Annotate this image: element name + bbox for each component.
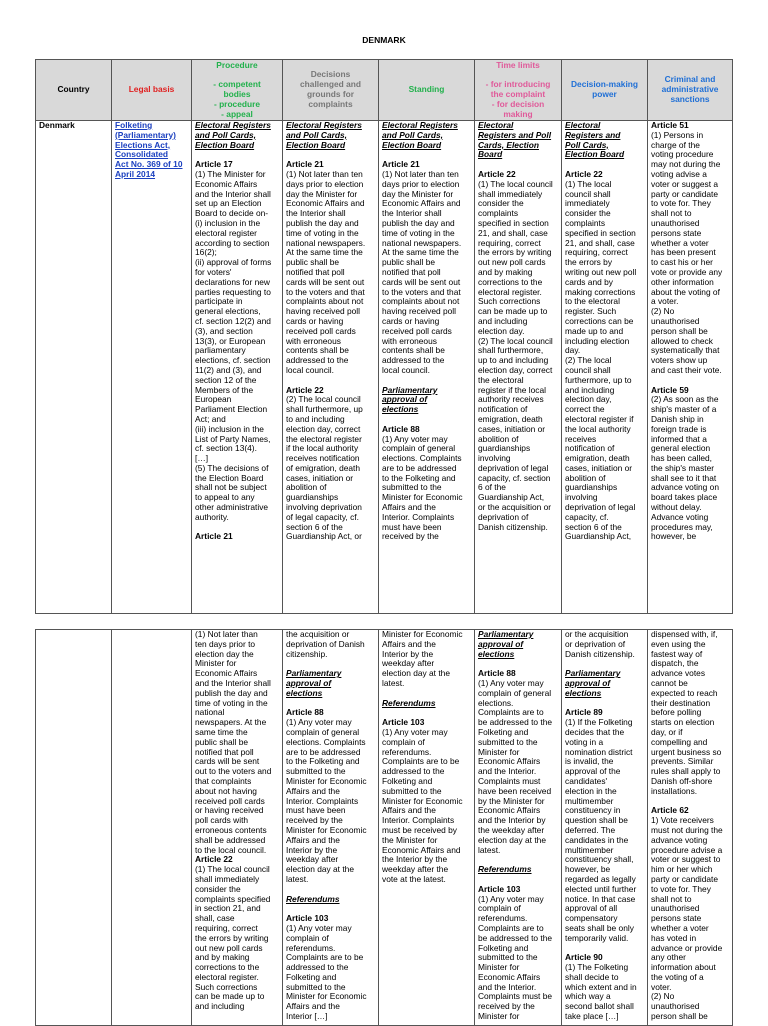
article-text: (1) Persons in charge of the voting procedure may not during the voting advise a voter or suggest a party or candidate to vote for. They shall not to unauthorised persons state whether a voter has been present to cast his or her vote or provide any other information about the voting of a voter. (2) No unauthorised person shall be allowed to check systematically that voters show up and cast their vote.: [651, 129, 723, 375]
table-row: [36, 121, 733, 614]
header-time-limits: Time limits - for introducing the complaint - for decision making: [475, 60, 562, 121]
cell-standing: [379, 630, 475, 1026]
cell-procedure: [192, 121, 283, 614]
article-text: or the acquisition or deprivation of Danish citizenship.: [565, 629, 635, 659]
article-text: (1) The local council shall immediately consider the complaints specified in section 21, and shall, case requiring, correct the errors by writing out new poll cards and by making corrections to the electoral register. Such corrections can be made up to and including election day. (2) The local council shall furthermore, up to and including election day, correct the electoral register if the local authority receives notification of emigration, death cases, initiation or abolition of guardianships involving deprivation of legal capacity, cf. section 6 of the Guardianship Act, or the acquisition or deprivation of Danish citizenship.: [478, 178, 553, 532]
article-text: (1) Not later than ten days prior to election day the Minister for Economic Affairs and the Interior shall publish the day and time of voting in the national newspapers. At the same time the public shall be notified that poll cards will be sent out to the voters and that complaints about not having received poll cards or having received poll cards with erroneous contents shall be addressed to the local council.: [286, 168, 366, 375]
article-text: (1) If the Folketing decides that the voting in a nomination district is invalid, the approval of the candidates' election in the multimember constituency in question shall be deferred. The candidates in the multimember constituency shall, however, be regarded as legally elected until further notice. In that case approval of all compensatory seats shall be only temporarily valid.: [565, 717, 637, 943]
article-label: Article 22: [478, 168, 516, 179]
section-heading: Electoral Registers and Poll Cards, Election Board: [478, 120, 552, 160]
article-label: Article 21: [195, 531, 233, 542]
article-label: Article 90: [565, 952, 603, 963]
article-label: Article 51: [651, 120, 689, 130]
article-label: Article 22: [286, 384, 324, 395]
article-label: Article 17: [195, 159, 233, 170]
article-label: Article 88: [382, 423, 420, 434]
article-text: dispensed with, if, even using the fastest way of dispatch, the advance votes cannot be expected to reach their destination before polling starts on election day, or if compelling and urgent business so prevents. Similar rules shall apply to Danish off-shore installations.: [651, 629, 722, 796]
section-heading: Parliamentary approval of elections: [478, 629, 534, 659]
cell-country: [36, 630, 112, 1026]
comparison-table-page-2: [35, 629, 733, 1026]
section-heading: Parliamentary approval of elections: [565, 668, 621, 698]
cell-sanctions: [648, 630, 733, 1026]
cell-decisions: [283, 630, 379, 1026]
article-text: (1) The local council shall immediately consider the complaints specified in section 21, and shall, case requiring, correct the errors by writing out new poll cards and by making corrections to the electoral register. Such corrections can be made up to and including election day. (2) The local council shall furthermore, up to and including election day, correct the electoral register if the local authority receives notification of emigration, death cases, initiation or abolition of guardianships involving deprivation of legal capacity, cf. section 6 of the Guardianship Act,: [565, 178, 637, 542]
header-country: Country: [36, 60, 112, 121]
cell-standing: [379, 121, 475, 614]
article-label: Article 21: [286, 159, 324, 170]
article-text: (1) The local council shall immediately consider the complaints specified in section 21, and shall, case requiring, correct the errors by writing out new poll cards and by making corrections to the electoral register. Such corrections can be made up to and including: [195, 864, 271, 1012]
header-row: [36, 60, 733, 121]
section-heading: Parliamentary approval of elections: [286, 668, 342, 698]
document-title: DENMARK: [362, 35, 406, 45]
article-text: 1) Vote receivers must not during the advance voting procedure advise a voter or suggest to him or her which party or candidate to vote for. They shall not to unauthorised persons state whether a voter has voted in advance or provide any other information about the voting of a voter. (2) No unauthorised person shall be: [651, 815, 723, 1022]
article-text: (2) The local council shall furthermore, up to and including election day, correct the electoral register if the local authority receives notification of emigration, death cases, initiation or abolition of guardianships involving deprivation of legal capacity, cf. section 6 of the Guardianship Act, or: [286, 394, 363, 542]
article-text: (1) The Minister for Economic Affairs and the Interior shall set up an Election Board to decide on- (i) inclusion in the electoral register according to section 16(2); (ii) approval of forms for voters' declarations for new parties requesting to participate in general elections, cf. section 12(2) and (3), and section 13(3), or European parliamentary elections, cf. section 11(2) and (3), and section 12 of the Members of the European Parliament Election Act; and (iii) inclusion in the List of Party Names, cf. section 13(4). […] (5) The decisions of the Election Board shall not be subject to appeal to any other administrative authority.: [195, 168, 272, 522]
article-text: (1) Not later than ten days prior to election day the Minister for Economic Affairs and the Interior shall publish the day and time of voting in the national newspapers. At the same time the public shall be notified that poll cards will be sent out to the voters and that complaints about not having received poll cards or having received poll cards with erroneous contents shall be addressed to the local council.: [382, 168, 462, 375]
article-label: Article 103: [382, 717, 425, 728]
article-text: (1) The Folketing shall decide to which extent and in which way a second ballot shall take place […]: [565, 962, 637, 1022]
table-row: [36, 630, 733, 1026]
cell-decision-power: [562, 121, 648, 614]
section-heading: Electoral Registers and Poll Cards, Election Board: [565, 120, 625, 160]
article-text: (1) Any voter may complain of general elections. Complaints are to be addressed to the Folketing and submitted to the Minister for Economic Affairs and the Interior. Complaints must have been received by the Minister for Economic Affairs and the Interior by the weekday after election day at the latest.: [478, 677, 553, 855]
article-text: (1) Any voter may complain of general elections. Complaints are to be addressed to the Folketing and submitted to the Minister for Economic Affairs and the Interior. Complaints must have been received by the: [382, 433, 463, 542]
section-heading: Referendums: [286, 893, 340, 904]
article-text: (1) Any voter may complain of referendums. Complaints are to be addressed to the Folketing and submitted to the Minister for Economic Affairs and the Interior […]: [286, 922, 367, 1022]
section-heading: Electoral Registers and Poll Cards, Election Board: [195, 120, 271, 150]
section-heading: Referendums: [478, 864, 532, 875]
article-text: (1) Any voter may complain of general elections. Complaints are to be addressed to the Folketing and submitted to the Minister for Economic Affairs and the Interior. Complaints must have been received by the Minister for Economic Affairs and the Interior by the weekday after election day at the latest.: [286, 717, 367, 884]
cell-sanctions: [648, 121, 733, 614]
header-sanctions: Criminal and administrative sanctions: [648, 60, 733, 121]
comparison-table-page-1: [35, 59, 733, 614]
header-legal-basis: Legal basis: [112, 60, 192, 121]
article-label: Article 21: [382, 159, 420, 170]
header-standing: Standing: [379, 60, 475, 121]
section-heading: Electoral Registers and Poll Cards, Election Board: [286, 120, 362, 150]
article-text: Minister for Economic Affairs and the Interior by the weekday after election day at the latest.: [382, 629, 463, 688]
article-text: (1) Not later than ten days prior to election day the Minister for Economic Affairs and the Interior shall publish the day and time of voting in the national newspapers. At the same time the public shall be notified that poll cards will be sent out to the voters and that complaints about not having received poll cards or having received poll cards with erroneous contents shall be addressed to the local council.: [195, 629, 272, 855]
cell-time-limits: [475, 121, 562, 614]
header-decisions: Decisions challenged and grounds for complaints: [283, 60, 379, 121]
article-text: (1) Any voter may complain of referendums. Complaints are to be addressed to the Folketing and submitted to the Minister for Economic Affairs and the Interior. Complaints must be received by the Minister for Economic Affairs and the Interior by the weekday after the vote at the latest.: [382, 726, 463, 884]
article-label: Article 88: [286, 707, 324, 718]
article-text: the acquisition or deprivation of Danish citizenship.: [286, 629, 365, 659]
article-text: (2) As soon as the ship's master of a Danish ship in foreign trade is informed that a general election has been called, the ship's master shall see to it that advance voting on board takes place without delay. Advance voting procedures may, however, be: [651, 394, 719, 542]
article-label: Article 22: [565, 168, 603, 179]
cell-country: [36, 121, 112, 614]
section-heading: Referendums: [382, 697, 436, 708]
legal-basis-link[interactable]: Folketing (Parliamentary) Elections Act, Consolidated Act No. 369 of 10 April 2014: [115, 120, 183, 179]
country-name: Denmark: [39, 120, 75, 130]
article-label: Article 103: [286, 913, 329, 924]
header-procedure: Procedure - competent bodies - procedure - appeal: [192, 60, 283, 121]
article-label: Article 88: [478, 668, 516, 679]
article-label: Article 22: [195, 854, 233, 865]
article-label: Article 59: [651, 384, 689, 395]
article-label: Article 103: [478, 883, 521, 894]
cell-decisions: [283, 121, 379, 614]
section-heading: Parliamentary approval of elections: [382, 384, 438, 415]
header-decision-power: Decision-making power: [562, 60, 648, 121]
article-label: Article 89: [565, 707, 603, 718]
cell-legal-basis: [112, 630, 192, 1026]
cell-time-limits: [475, 630, 562, 1026]
section-heading: Electoral Registers and Poll Cards, Election Board: [382, 120, 458, 150]
cell-legal-basis: [112, 121, 192, 614]
article-text: (1) Any voter may complain of referendums. Complaints are to be addressed to the Folketing and submitted to the Minister for Economic Affairs and the Interior. Complaints must be received by the Minister for: [478, 893, 553, 1022]
article-label: Article 62: [651, 805, 689, 816]
cell-decision-power: [562, 630, 648, 1026]
cell-procedure: [192, 630, 283, 1026]
